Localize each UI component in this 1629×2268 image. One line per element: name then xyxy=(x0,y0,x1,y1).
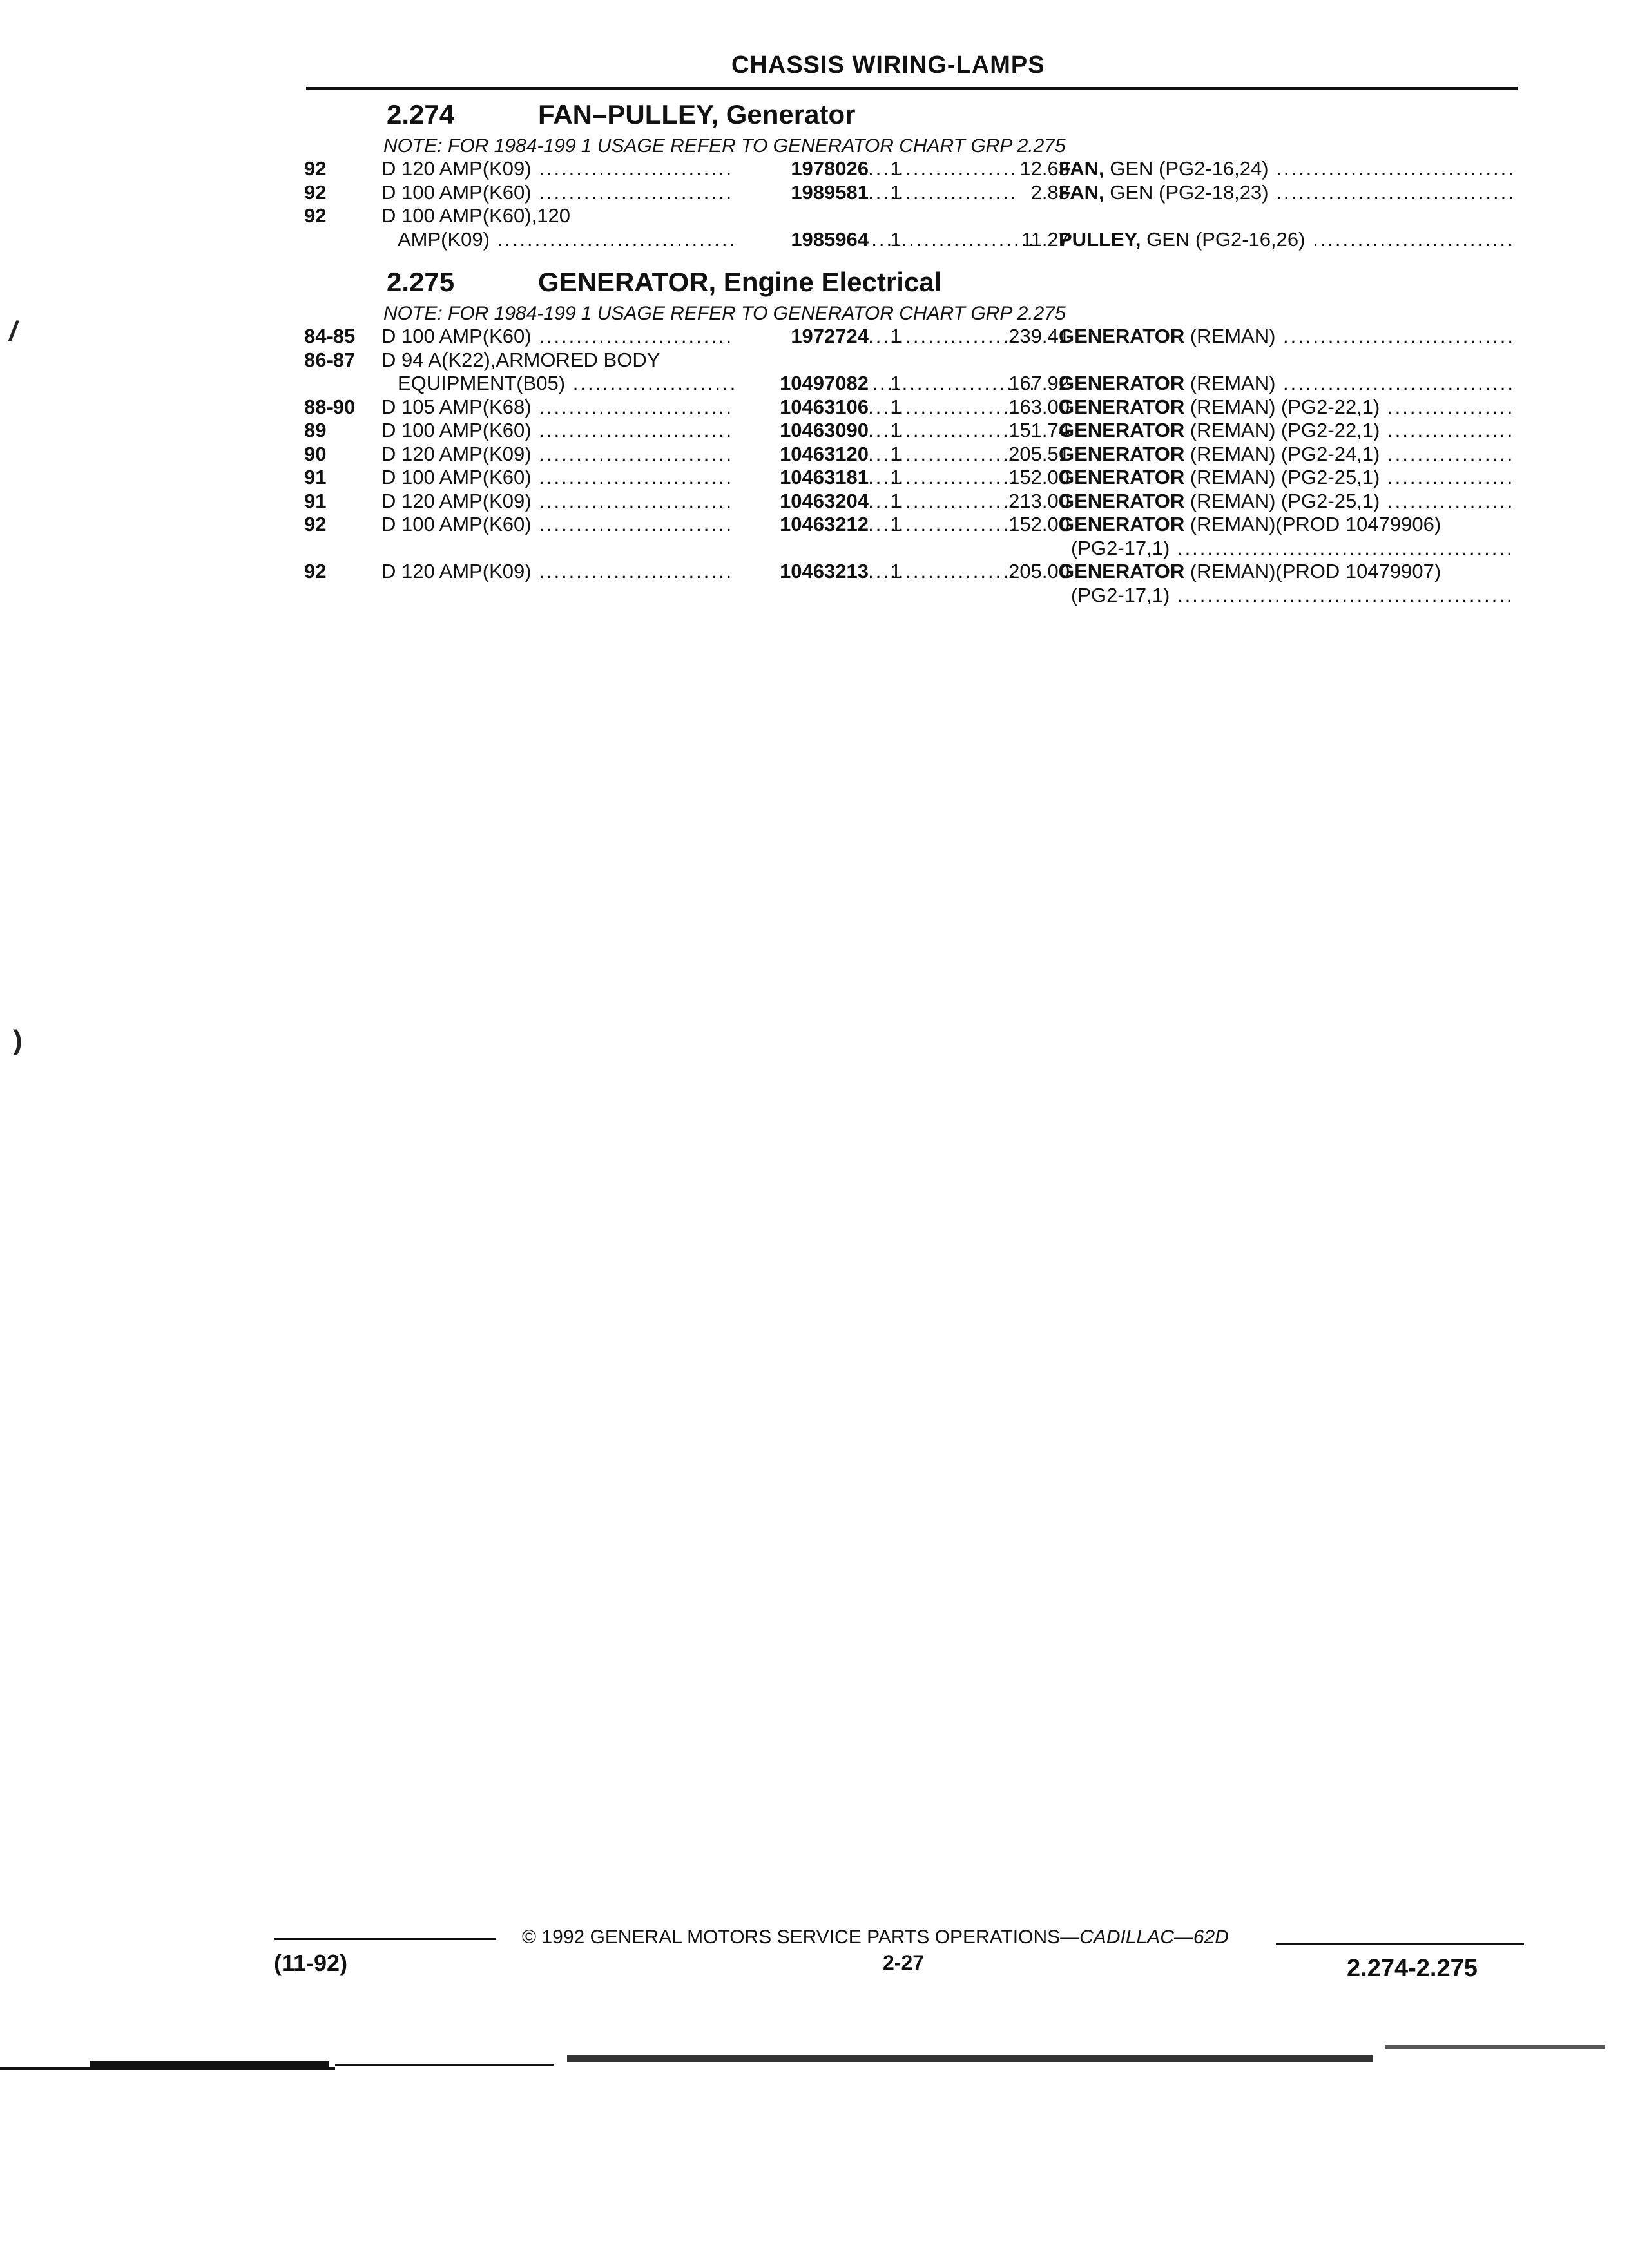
table-row xyxy=(296,349,1521,372)
section-heading xyxy=(296,264,1521,303)
row-part-name xyxy=(1059,181,1516,204)
page-title: CHASSIS WIRING-LAMPS xyxy=(731,52,1045,79)
copyright-suffix: —CADILLAC—62D xyxy=(1060,1927,1229,1948)
row-quantity: 1 xyxy=(890,489,901,512)
row-price: 163.00 xyxy=(1008,395,1070,418)
row-quantity: 1 xyxy=(890,442,901,465)
scan-bar-center xyxy=(567,2055,1373,2062)
section-number: 2.274 xyxy=(387,99,455,130)
row-price: 151.74 xyxy=(1008,419,1070,441)
row-year: 92 xyxy=(304,560,327,582)
row-price: 213.00 xyxy=(1008,489,1070,512)
part-name-bold: GENERATOR xyxy=(1059,489,1185,512)
footer-rule-right xyxy=(1276,1943,1524,1945)
section-title: FAN–PULLEY, Generator xyxy=(538,99,856,130)
part-name-rest: GEN (PG2-18,23) xyxy=(1104,180,1269,204)
table-row xyxy=(296,396,1521,419)
row-description: D 100 AMP(K60) ..... xyxy=(381,419,1019,442)
row-year: 89 xyxy=(304,419,327,441)
section-2275 xyxy=(296,264,1521,607)
table-row xyxy=(296,181,1521,205)
row-part-number: 10463181 xyxy=(735,466,869,489)
part-name-bold: FAN, xyxy=(1059,157,1104,180)
row-quantity: 1 xyxy=(890,513,901,535)
row-part-number: 1985964 xyxy=(735,228,869,251)
part-name-bold: GENERATOR xyxy=(1059,372,1185,394)
part-name-rest: (REMAN) (PG2-25,1) xyxy=(1184,489,1380,512)
row-year: 92 xyxy=(304,204,327,227)
table-row xyxy=(296,513,1521,537)
row-description: D 100 AMP(K60) ..... xyxy=(381,181,1019,204)
part-name-bold: GENERATOR xyxy=(1059,560,1185,582)
copyright-line xyxy=(522,1927,1229,1948)
row-year: 90 xyxy=(304,442,327,465)
row-part-number: 10463212 xyxy=(735,513,869,536)
table-row xyxy=(296,466,1521,490)
section-number: 2.275 xyxy=(387,267,455,297)
row-price: 152.00 xyxy=(1008,513,1070,535)
section-heading xyxy=(296,97,1521,135)
row-part-name xyxy=(1059,157,1516,180)
row-quantity: 1 xyxy=(890,419,901,441)
row-price: 12.63 xyxy=(1019,157,1070,180)
table-row-continuation xyxy=(296,537,1521,561)
part-name-bold: GENERATOR xyxy=(1059,325,1185,347)
scan-mark-left-middle: ) xyxy=(13,1024,23,1056)
row-price: 2.83 xyxy=(1030,180,1070,204)
row-quantity: 1 xyxy=(890,395,901,418)
part-name-bold: FAN, xyxy=(1059,180,1104,204)
row-description: D 120 AMP(K09) ..... xyxy=(381,490,1019,513)
row-part-number: 10463213 xyxy=(735,560,869,583)
table-row xyxy=(296,372,1521,396)
row-part-name xyxy=(1059,419,1516,442)
row-part-number: 1972724 xyxy=(735,325,869,348)
scan-bar-middle xyxy=(335,2064,554,2066)
part-name-rest: GEN (PG2-16,26) xyxy=(1141,227,1306,251)
row-part-number: 10463106 xyxy=(735,396,869,419)
table-row xyxy=(296,228,1521,252)
row-quantity: 1 xyxy=(890,560,901,582)
table-row xyxy=(296,204,1521,228)
row-description: D 100 AMP(K60) ..... xyxy=(381,513,1019,536)
scan-mark-left-upper: / xyxy=(9,316,17,347)
copyright-text: 1992 GENERAL MOTORS SERVICE PARTS OPERATIONS xyxy=(536,1927,1061,1948)
row-part-number: 1989581 xyxy=(735,181,869,204)
row-year: 92 xyxy=(304,180,327,204)
row-description: D 94 A(K22),ARMORED BODY xyxy=(381,348,660,371)
row-year: 91 xyxy=(304,489,327,512)
row-quantity: 1 xyxy=(890,227,901,251)
part-name-bold: PULLEY, xyxy=(1059,227,1141,251)
part-name-rest: (REMAN) (PG2-22,1) xyxy=(1184,395,1380,418)
part-name-rest: (REMAN) (PG2-24,1) xyxy=(1184,442,1380,465)
row-part-name xyxy=(1059,372,1516,395)
part-name-rest: (REMAN)(PROD 10479907) xyxy=(1184,560,1441,582)
row-price: 152.00 xyxy=(1008,466,1070,488)
part-name-bold: GENERATOR xyxy=(1059,466,1185,488)
row-part-number: 10463090 xyxy=(735,419,869,442)
row-part-name xyxy=(1059,228,1516,251)
row-part-name xyxy=(1059,490,1516,513)
copyright-icon: © xyxy=(522,1927,537,1948)
row-part-name xyxy=(1059,513,1516,536)
row-quantity: 1 xyxy=(890,372,901,394)
part-name-rest: (REMAN) xyxy=(1184,325,1276,347)
row-part-name xyxy=(1059,466,1516,489)
row-price: 239.41 xyxy=(1008,325,1070,347)
page-footer xyxy=(274,1927,1524,2004)
row-year: 84-85 xyxy=(304,325,356,347)
page-number: 2-27 xyxy=(883,1951,925,1974)
row-part-number: 10497082 xyxy=(735,372,869,395)
section-note: NOTE: FOR 1984-199 1 USAGE REFER TO GENERATOR CHART GRP 2.275 xyxy=(383,303,1066,324)
row-year: 86-87 xyxy=(304,348,356,371)
row-price: 167.92 xyxy=(1008,372,1070,394)
row-part-name xyxy=(1059,325,1516,348)
row-part-name xyxy=(1059,560,1516,583)
part-name-rest: (REMAN) (PG2-25,1) xyxy=(1184,466,1380,488)
page-header xyxy=(306,50,1518,90)
row-part-name xyxy=(1059,443,1516,466)
table-row-continuation xyxy=(296,584,1521,608)
table-row xyxy=(296,419,1521,443)
row-price: 11.27 xyxy=(1021,227,1070,251)
row-part-number: 10463120 xyxy=(735,443,869,466)
row-quantity: 1 xyxy=(890,157,901,180)
row-description: D 105 AMP(K68) ..... xyxy=(381,396,1019,419)
row-description: AMP(K09) ..... xyxy=(381,228,1036,251)
part-name-rest: GEN (PG2-16,24) xyxy=(1104,157,1269,180)
part-name-bold: GENERATOR xyxy=(1059,395,1185,418)
table-row xyxy=(296,157,1521,181)
part-name-bold: GENERATOR xyxy=(1059,513,1185,535)
row-part-name-continuation: (PG2-17,1) ..... xyxy=(1071,537,1516,560)
part-name-rest: (REMAN) (PG2-22,1) xyxy=(1184,419,1380,441)
row-description: EQUIPMENT(B05) ..... xyxy=(381,372,1036,395)
row-description: D 100 AMP(K60) ..... xyxy=(381,325,1019,348)
row-price: 205.00 xyxy=(1008,560,1070,582)
part-name-bold: GENERATOR xyxy=(1059,419,1185,441)
table-row xyxy=(296,325,1521,349)
part-name-rest: (REMAN) xyxy=(1184,372,1276,394)
group-range: 2.274-2.275 xyxy=(1347,1955,1478,1982)
table-row xyxy=(296,490,1521,514)
row-quantity: 1 xyxy=(890,180,901,204)
row-year: 88-90 xyxy=(304,395,356,418)
row-description: D 100 AMP(K60) ..... xyxy=(381,466,1019,489)
revision-date: (11-92) xyxy=(274,1950,348,1976)
row-description: D 100 AMP(K60),120 xyxy=(381,204,570,227)
row-quantity: 1 xyxy=(890,466,901,488)
part-name-rest: (REMAN)(PROD 10479906) xyxy=(1184,513,1441,535)
part-name-bold: GENERATOR xyxy=(1059,442,1185,465)
row-description: D 120 AMP(K09) ..... xyxy=(381,443,1019,466)
section-title: GENERATOR, Engine Electrical xyxy=(538,267,942,297)
row-part-name-continuation: (PG2-17,1) ..... xyxy=(1071,584,1516,607)
row-price: 205.51 xyxy=(1008,442,1070,465)
row-year: 91 xyxy=(304,466,327,488)
row-year: 92 xyxy=(304,513,327,535)
footer-rule-left xyxy=(274,1938,496,1940)
row-description: D 120 AMP(K09) ..... xyxy=(381,560,1019,583)
row-year: 92 xyxy=(304,157,327,180)
table-row xyxy=(296,443,1521,466)
row-part-number: 10463204 xyxy=(735,490,869,513)
row-description: D 120 AMP(K09) ..... xyxy=(381,157,1019,180)
section-note: NOTE: FOR 1984-199 1 USAGE REFER TO GENERATOR CHART GRP 2.275 xyxy=(383,135,1066,157)
row-part-name xyxy=(1059,396,1516,419)
table-row xyxy=(296,560,1521,584)
scan-bar-right xyxy=(1385,2045,1605,2049)
row-quantity: 1 xyxy=(890,325,901,347)
row-part-number: 1978026 xyxy=(735,157,869,180)
scan-bar-left-thick xyxy=(90,2061,329,2070)
section-2274 xyxy=(296,97,1521,251)
